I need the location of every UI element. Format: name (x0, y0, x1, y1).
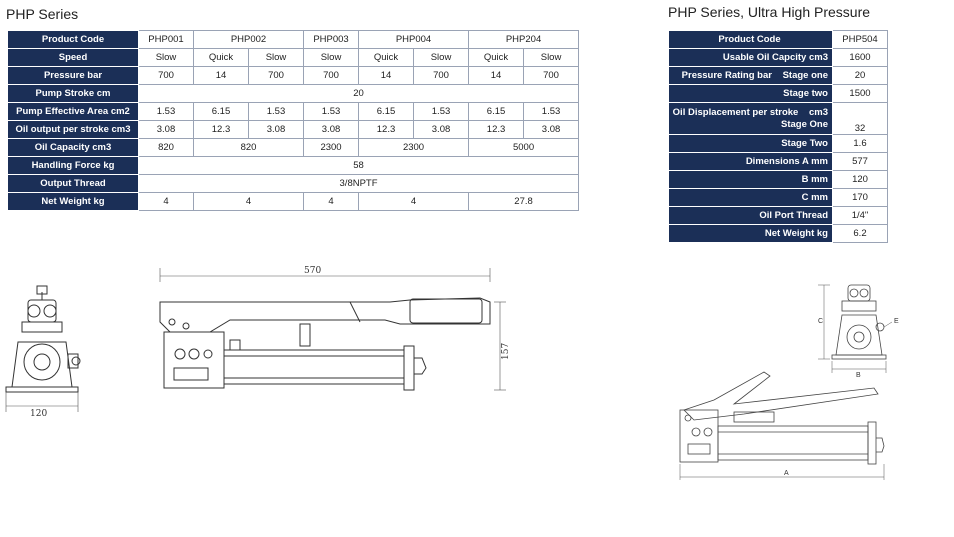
table-row (669, 189, 888, 207)
cell: 58 (139, 157, 579, 175)
right-title: PHP Series, Ultra High Pressure (668, 4, 871, 20)
cell: 20 (833, 67, 888, 85)
cell: Slow (524, 49, 579, 67)
dim-a-label: A (784, 470, 789, 477)
row-sublabel: Stage One (781, 118, 828, 130)
row-label: Pressure bar (8, 67, 139, 85)
dim-height-label: 157 (501, 342, 511, 360)
cell: 1.53 (249, 103, 304, 121)
cell: 32 (833, 103, 888, 135)
cell: 12.3 (469, 121, 524, 139)
row-label: Oil Port Thread (669, 207, 833, 225)
cell: 3.08 (249, 121, 304, 139)
row-label (669, 67, 833, 85)
cell: PHP204 (469, 31, 579, 49)
table-row (669, 153, 888, 171)
row-label: C mm (669, 189, 833, 207)
table-row (8, 49, 579, 67)
dim-b-label: B (856, 372, 861, 379)
row-label: Usable Oil Capcity cm3 (669, 49, 833, 67)
row-label: Oil output per stroke cm3 (8, 121, 139, 139)
table-row (669, 207, 888, 225)
cell: 3.08 (414, 121, 469, 139)
table-row (669, 103, 888, 135)
cell: PHP504 (833, 31, 888, 49)
row-label: Handling Force kg (8, 157, 139, 175)
row-label: Stage Two (669, 135, 833, 153)
cell: Quick (469, 49, 524, 67)
cell: 5000 (469, 139, 579, 157)
table-row (8, 67, 579, 85)
cell: Slow (249, 49, 304, 67)
pump-front-view-drawing (0, 262, 110, 422)
cell: 700 (414, 67, 469, 85)
cell: 1.53 (414, 103, 469, 121)
cell: 12.3 (359, 121, 414, 139)
cell: 27.8 (469, 193, 579, 211)
row-label: Net Weight kg (8, 193, 139, 211)
cell: 3/8NPTF (139, 175, 579, 193)
cell: Slow (304, 49, 359, 67)
cell: 4 (359, 193, 469, 211)
cell: 20 (139, 85, 579, 103)
row-label: Product Code (669, 31, 833, 49)
cell: 1.53 (139, 103, 194, 121)
dim-c-label: C (818, 318, 824, 325)
row-label: Output Thread (8, 175, 139, 193)
row-label: Pump Effective Area cm2 (8, 103, 139, 121)
row-sublabel: Stage one (782, 70, 828, 81)
table-row (8, 121, 579, 139)
left-title: PHP Series (6, 6, 79, 22)
cell: 2300 (304, 139, 359, 157)
ultra-pump-side-view-drawing (674, 360, 896, 485)
table-row (669, 67, 888, 85)
row-label-main: Oil Displacement per stroke (672, 106, 799, 118)
cell: 6.15 (359, 103, 414, 121)
cell: 820 (139, 139, 194, 157)
cell: 14 (359, 67, 414, 85)
cell: 6.2 (833, 225, 888, 243)
cell: 3.08 (139, 121, 194, 139)
row-label: B mm (669, 171, 833, 189)
row-label: Pump Stroke cm (8, 85, 139, 103)
cell: 12.3 (194, 121, 249, 139)
row-label-main-line (671, 107, 828, 119)
cell: 3.08 (524, 121, 579, 139)
dim-width-label: 570 (304, 266, 322, 276)
php-ultra-high-pressure-table (668, 30, 888, 243)
cell: 700 (249, 67, 304, 85)
cell: Quick (359, 49, 414, 67)
cell: PHP003 (304, 31, 359, 49)
table-row (669, 225, 888, 243)
cell: 1.6 (833, 135, 888, 153)
cell: 120 (833, 171, 888, 189)
row-label-main: Pressure Rating bar (681, 70, 772, 81)
callout-e-label: E (894, 318, 899, 325)
cell: 700 (139, 67, 194, 85)
row-label: Product Code (8, 31, 139, 49)
table-row (669, 135, 888, 153)
cell: 14 (469, 67, 524, 85)
cell: Quick (194, 49, 249, 67)
table-row (669, 85, 888, 103)
cell: 170 (833, 189, 888, 207)
cell: 1500 (833, 85, 888, 103)
cell: 1.53 (304, 103, 359, 121)
table-row (669, 49, 888, 67)
row-label: Net Weight kg (669, 225, 833, 243)
cell: 700 (304, 67, 359, 85)
table-row (8, 31, 579, 49)
pump-side-view-drawing (150, 262, 520, 402)
cell: 6.15 (194, 103, 249, 121)
cell: 2300 (359, 139, 469, 157)
cell: 1/4" (833, 207, 888, 225)
row-label: Oil Capacity cm3 (8, 139, 139, 157)
table-row (8, 139, 579, 157)
row-label: Stage two (669, 85, 833, 103)
row-label: Speed (8, 49, 139, 67)
cell: Slow (139, 49, 194, 67)
cell: PHP002 (194, 31, 304, 49)
table-row (8, 103, 579, 121)
cell: 1600 (833, 49, 888, 67)
table-row (669, 31, 888, 49)
cell: 820 (194, 139, 304, 157)
cell: PHP004 (359, 31, 469, 49)
cell: 1.53 (524, 103, 579, 121)
cell: 14 (194, 67, 249, 85)
row-label-unit: cm3 (808, 106, 828, 118)
row-label (669, 103, 833, 135)
table-row (669, 171, 888, 189)
php-series-table (7, 30, 579, 211)
table-row (8, 157, 579, 175)
cell: Slow (414, 49, 469, 67)
cell: 3.08 (304, 121, 359, 139)
cell: PHP001 (139, 31, 194, 49)
cell: 4 (304, 193, 359, 211)
cell: 4 (139, 193, 194, 211)
cell: 6.15 (469, 103, 524, 121)
table-row (8, 85, 579, 103)
cell: 700 (524, 67, 579, 85)
cell: 4 (194, 193, 304, 211)
cell: 577 (833, 153, 888, 171)
table-row (8, 175, 579, 193)
row-label: Dimensions A mm (669, 153, 833, 171)
dim-base-label: 120 (30, 409, 48, 419)
table-row (8, 193, 579, 211)
